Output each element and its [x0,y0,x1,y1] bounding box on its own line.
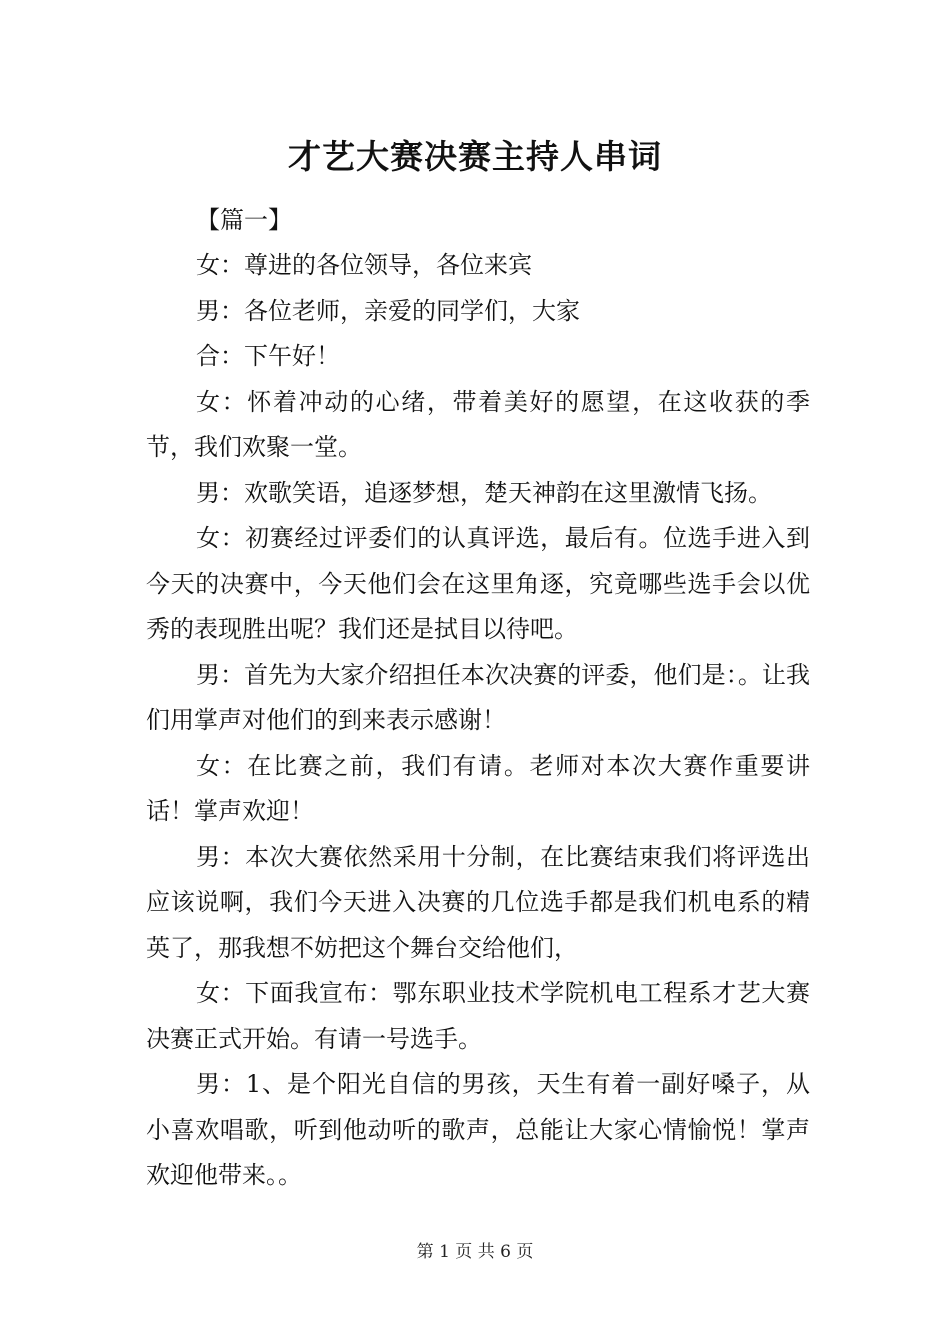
paragraph: 男：欢歌笑语，追逐梦想，楚天神韵在这里激情飞扬。 [196,478,772,507]
section-heading: 【篇一】 [196,206,292,234]
paragraph: 合：下午好！ [196,342,340,370]
document-title: 才艺大赛决赛主持人串词 [288,137,662,176]
paragraph: 男：1、是个阳光自信的男孩，天生有着一副好嗓子，从小喜欢唱歌，听到他动听的歌声，总能让大家心情愉悦！掌声欢迎他带来。。 [146,1070,810,1189]
paragraph: 女：怀着冲动的心绪，带着美好的愿望，在这收获的季节，我们欢聚一堂。 [146,387,810,461]
paragraph: 男：各位老师，亲爱的同学们，大家 [196,296,580,325]
document-body [146,198,810,1199]
paragraph: 男：首先为大家介绍担任本次决赛的评委，他们是：。让我们用掌声对他们的到来表示感谢！ [146,660,810,734]
paragraph: 女：下面我宣布：鄂东职业技术学院机电工程系才艺大赛决赛正式开始。有请一号选手。 [146,979,810,1053]
paragraph: 女：初赛经过评委们的认真评选，最后有。位选手进入到今天的决赛中，今天他们会在这里角逐，究竟哪些选手会以优秀的表现胜出呢？我们还是拭目以待吧。 [146,524,810,643]
page-number: 第 1 页 共 6 页 [416,1242,534,1262]
paragraph: 男：本次大赛依然采用十分制，在比赛结束我们将评选出应该说啊，我们今天进入决赛的几位选手都是我们机电系的精英了，那我想不妨把这个舞台交给他们， [146,842,810,962]
paragraph: 女：在比赛之前，我们有请。老师对本次大赛作重要讲话！掌声欢迎！ [146,751,810,825]
paragraph: 女：尊进的各位领导，各位来宾 [196,251,532,279]
